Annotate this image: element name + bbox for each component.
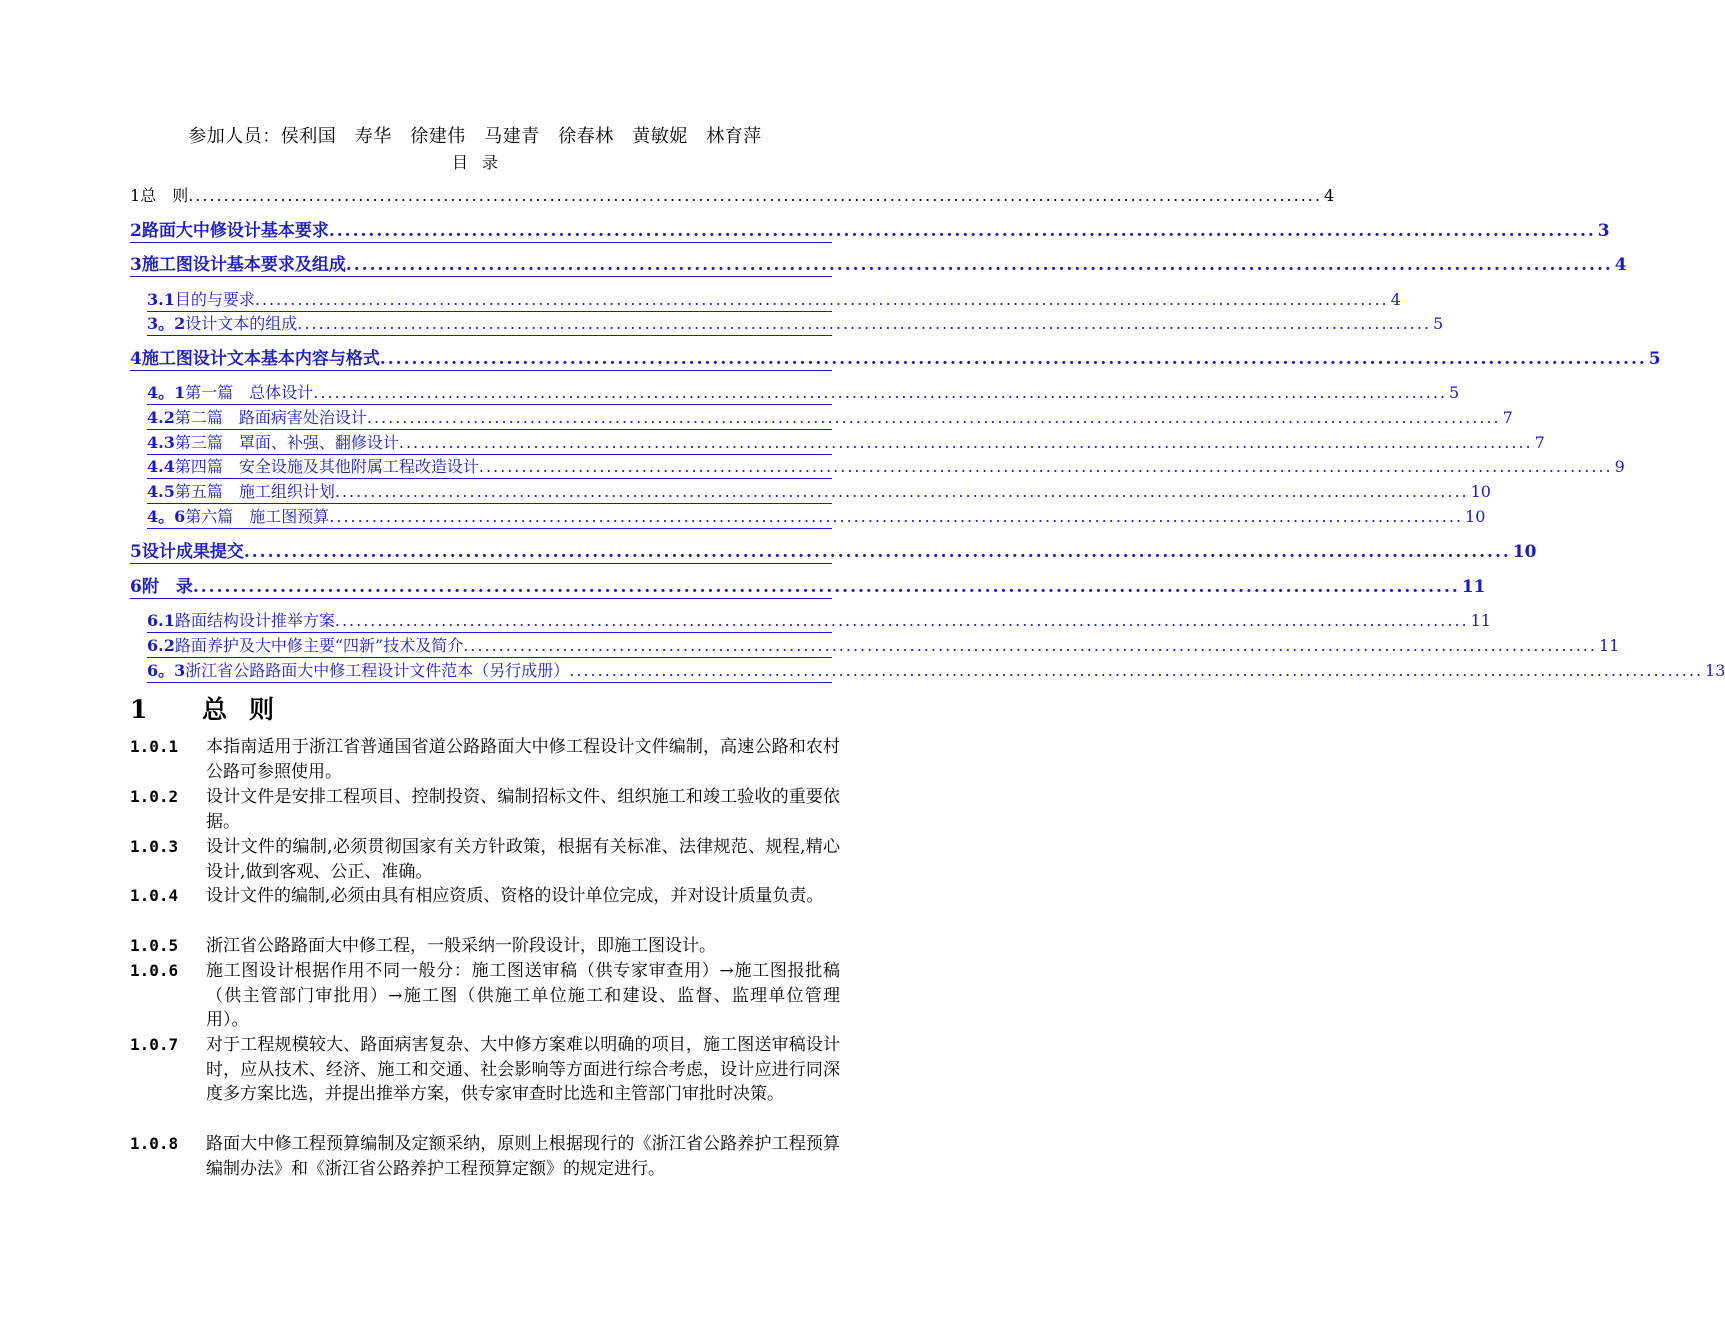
clause-text: 设计文件是安排工程项目、控制投资、编制招标文件、组织施工和竣工验收的重要依据。 (206, 787, 840, 832)
toc-entry-label: 目的与要求 (174, 290, 255, 309)
clause (130, 884, 840, 909)
toc-entry-page: 7 (1534, 433, 1545, 452)
clause-number: 1.0.8 (130, 1134, 179, 1153)
clause (130, 1132, 840, 1181)
toc-leader-dots: ................................................................................................................................................................ (329, 507, 1464, 526)
toc-entry-page: 4 (1614, 255, 1627, 275)
clause-text: 设计文件的编制,必须由具有相应资质、资格的设计单位完成，并对设计质量负责。 (206, 886, 824, 906)
toc-entry-page: 11 (1461, 577, 1486, 597)
toc-leader-dots: ................................................................................................................................................................ (569, 661, 1704, 680)
toc-entry-label: 施工图设计文本基本内容与格式 (141, 349, 380, 369)
toc-entry-page: 7 (1502, 408, 1513, 427)
clause-text: 对于工程规模较大、路面病害复杂、大中修方案难以明确的项目，施工图送审稿设计时，应从技术、经济、施工和交通、社会影响等方面进行综合考虑，设计应进行同深度多方案比选，并提出推举方案，供专家审查时比选和主管部门审批时决策。 (206, 1035, 840, 1104)
toc-entry-page: 5 (1433, 314, 1444, 333)
toc-entry-page: 5 (1648, 349, 1661, 369)
clause-number: 1.0.6 (130, 961, 179, 980)
toc-entry[interactable] (147, 635, 1620, 658)
clause-number: 1.0.1 (130, 737, 179, 756)
toc-entry-page: 3 (1597, 221, 1610, 241)
toc-entry (130, 185, 1335, 207)
toc-leader-dots: ................................................................................................................................................................ (313, 383, 1448, 402)
toc-entry-page: 11 (1598, 636, 1620, 655)
toc-entry-number: 4.2 (147, 408, 175, 427)
toc-leader-dots: ................................................................................................................................................................ (366, 408, 1501, 427)
toc-entry-label: 附 录 (141, 577, 193, 597)
toc-entry[interactable] (147, 432, 1545, 455)
clause-text: 浙江省公路路面大中修工程，一般采纳一阶段设计，即施工图设计。 (206, 936, 716, 956)
toc-entry-number: 4.4 (147, 457, 175, 476)
toc-entry-number: 5 (130, 542, 142, 562)
toc-entry-page: 13 (1705, 661, 1725, 680)
toc-entry-label: 第四篇 安全设施及其他附属工程改造设计 (174, 457, 479, 476)
toc-entry-page: 10 (1470, 482, 1491, 501)
clause (130, 835, 840, 884)
toc-entry-page: 10 (1465, 507, 1486, 526)
clause-number: 1.0.3 (130, 837, 179, 856)
toc-leader-dots: ................................................................................................................................................................ (243, 542, 1511, 562)
toc-entry-label: 第三篇 罩面、补强、翻修设计 (174, 433, 399, 452)
toc-entry-label: 施工图设计基本要求及组成 (141, 255, 346, 275)
clause-text: 设计文件的编制,必须贯彻国家有关方针政策，根据有关标准、法律规范、规程,精心设计,做到客观、公正、准确。 (206, 837, 840, 882)
toc-leader-dots: ................................................................................................................................................................ (188, 186, 1322, 205)
toc-leader-dots: ................................................................................................................................................................ (334, 611, 1469, 630)
toc-entry-label: 浙江省公路路面大中修工程设计文件范本（另行成册） (185, 661, 570, 680)
clause (130, 959, 840, 1033)
toc-leader-dots: ................................................................................................................................................................ (463, 636, 1597, 655)
toc-entry[interactable] (147, 660, 1725, 683)
toc-entry-number: 4。6 (147, 507, 186, 526)
toc-entry-page: 9 (1614, 457, 1625, 476)
toc-entry-number: 4.3 (147, 433, 175, 452)
clause-text: 施工图设计根据作用不同一般分：施工图送审稿（供专家审查用）→施工图报批稿（供主管部门审批用）→施工图（供施工单位施工和建设、监督、监理单位管理用）。 (206, 961, 840, 1030)
clause-number: 1.0.2 (130, 787, 179, 806)
toc-entry-number: 3.1 (147, 290, 175, 309)
toc-leader-dots: ................................................................................................................................................................ (379, 349, 1647, 369)
toc-entry-number: 4 (130, 349, 142, 369)
clause-number: 1.0.4 (130, 886, 179, 905)
toc-entry[interactable] (130, 576, 1486, 599)
clause (130, 934, 840, 959)
toc-entry[interactable] (147, 313, 1444, 336)
toc-entry[interactable] (147, 481, 1491, 504)
toc-entry-page: 5 (1449, 383, 1460, 402)
toc-entry-number: 6.1 (147, 611, 175, 630)
clause (130, 735, 840, 784)
toc-entry-page: 4 (1323, 186, 1335, 205)
toc-entry-number: 3。2 (147, 314, 186, 333)
toc-leader-dots: ................................................................................................................................................................ (328, 221, 1596, 241)
toc-entry[interactable] (147, 382, 1460, 405)
toc-entry-number: 6.2 (147, 636, 175, 655)
toc-entry-label: 第一篇 总体设计 (185, 383, 314, 402)
toc-leader-dots: ................................................................................................................................................................ (398, 433, 1533, 452)
toc-entry-label: 设计成果提交 (141, 542, 244, 562)
toc-entry[interactable] (147, 289, 1401, 312)
toc-title: 目录 (451, 153, 512, 172)
toc-leader-dots: ................................................................................................................................................................ (297, 314, 1432, 333)
toc-entry-label: 路面结构设计推举方案 (174, 611, 335, 630)
section-title: 总则 (202, 695, 297, 724)
toc-entry-number: 1 (130, 186, 141, 205)
toc-entry-label: 总 则 (140, 186, 189, 205)
toc-entry[interactable] (130, 541, 1537, 564)
toc-entry-label: 路面养护及大中修主要“四新”技术及简介 (174, 636, 464, 655)
toc-entry[interactable] (147, 610, 1491, 633)
toc-entry-label: 第二篇 路面病害处治设计 (174, 408, 367, 427)
toc-entry-label: 设计文本的组成 (185, 314, 298, 333)
toc-entry-number: 4.5 (147, 482, 175, 501)
clause-text: 本指南适用于浙江省普通国省道公路路面大中修工程设计文件编制，高速公路和农村公路可参照使用。 (206, 737, 840, 782)
toc-entry-page: 11 (1470, 611, 1491, 630)
section-number: 1 (130, 695, 148, 724)
section-heading (130, 694, 296, 726)
toc-entry[interactable] (147, 506, 1486, 529)
toc-entry[interactable] (130, 220, 1610, 243)
toc-entry[interactable] (147, 407, 1513, 430)
toc-entry-number: 4。1 (147, 383, 186, 402)
clause (130, 1033, 840, 1107)
toc-leader-dots: ................................................................................................................................................................ (192, 577, 1460, 597)
toc-entry-page: 10 (1512, 542, 1537, 562)
toc-entry[interactable] (130, 348, 1661, 371)
toc-entry-label: 第五篇 施工组织计划 (174, 482, 335, 501)
toc-entry[interactable] (147, 456, 1625, 479)
toc-leader-dots: ................................................................................................................................................................ (345, 255, 1613, 275)
toc-entry-page: 4 (1390, 290, 1401, 309)
toc-entry-number: 3 (130, 255, 142, 275)
toc-entry-label: 第六篇 施工图预算 (185, 507, 330, 526)
toc-leader-dots: ................................................................................................................................................................ (478, 457, 1613, 476)
participants-line: 参加人员：侯利国 寿华 徐建伟 马建青 徐春林 黄敏妮 林育萍 (188, 126, 762, 147)
clause-number: 1.0.7 (130, 1035, 179, 1054)
toc-entry-number: 2 (130, 221, 142, 241)
toc-entry-number: 6。3 (147, 661, 186, 680)
toc-entry-label: 路面大中修设计基本要求 (141, 221, 329, 241)
toc-entry-number: 6 (130, 577, 142, 597)
clause-text: 路面大中修工程预算编制及定额采纳，原则上根据现行的《浙江省公路养护工程预算编制办法》和《浙江省公路养护工程预算定额》的规定进行。 (206, 1134, 840, 1179)
clause (130, 785, 840, 834)
toc-leader-dots: ................................................................................................................................................................ (334, 482, 1469, 501)
clause-number: 1.0.5 (130, 936, 179, 955)
toc-entry[interactable] (130, 254, 1627, 277)
toc-leader-dots: ................................................................................................................................................................ (254, 290, 1389, 309)
